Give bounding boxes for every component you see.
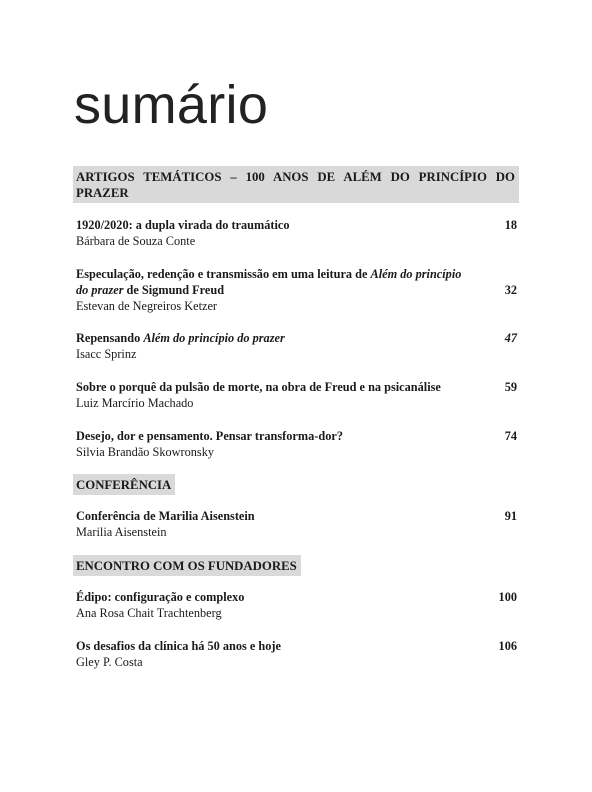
entry-title: Especulação, redenção e transmissão em uma leitura de Além do princípio do prazer de Sigmund Freud [76, 267, 462, 297]
section-heading-conferencia: CONFERÊNCIA [73, 474, 175, 495]
section-heading-artigos-tematicos: ARTIGOS TEMÁTICOS – 100 ANOS DE ALÉM DO PRINCÍPIO DO PRAZER [73, 166, 519, 203]
entry-title: 1920/2020: a dupla virada do traumático [76, 218, 290, 232]
toc-entry[interactable] [76, 379, 517, 411]
page-title: sumário [74, 75, 269, 135]
section-heading-encontro-fundadores: ENCONTRO COM OS FUNDADORES [73, 555, 301, 576]
toc-entry[interactable] [76, 266, 517, 314]
entry-title: Conferência de Marilia Aisenstein [76, 509, 255, 523]
entry-author: Silvia Brandão Skowronsky [76, 445, 214, 459]
toc-entry[interactable] [76, 428, 517, 460]
entry-author: Gley P. Costa [76, 655, 143, 669]
entry-page-number: 106 [498, 639, 517, 653]
entry-title: Sobre o porquê da pulsão de morte, na obra de Freud e na psicanálise [76, 380, 441, 394]
entry-title: Desejo, dor e pensamento. Pensar transforma-dor? [76, 429, 343, 443]
entry-author: Luiz Marcírio Machado [76, 396, 194, 410]
toc-entry[interactable] [76, 589, 517, 621]
entry-title: Repensando Além do princípio do prazer [76, 331, 285, 345]
entry-page-number: 74 [504, 429, 517, 443]
toc-entry[interactable] [76, 330, 517, 362]
entry-page-number: 18 [504, 218, 517, 232]
entry-title: Os desafios da clínica há 50 anos e hoje [76, 639, 281, 653]
entry-author: Marilia Aisenstein [76, 525, 167, 539]
toc-entry[interactable] [76, 217, 517, 249]
entry-author: Ana Rosa Chait Trachtenberg [76, 606, 222, 620]
entry-page-number: 59 [504, 380, 517, 394]
entry-page-number: 91 [504, 509, 517, 523]
entry-page-number: 32 [504, 283, 517, 297]
entry-author: Estevan de Negreiros Ketzer [76, 299, 218, 313]
toc-entry[interactable] [76, 508, 517, 540]
entry-author: Bárbara de Souza Conte [76, 234, 196, 248]
entry-page-number: 47 [504, 331, 517, 345]
entry-page-number: 100 [498, 590, 517, 604]
entry-title: Édipo: configuração e complexo [76, 590, 245, 604]
toc-entry[interactable] [76, 638, 517, 670]
entry-author: Isacc Sprinz [76, 347, 137, 361]
